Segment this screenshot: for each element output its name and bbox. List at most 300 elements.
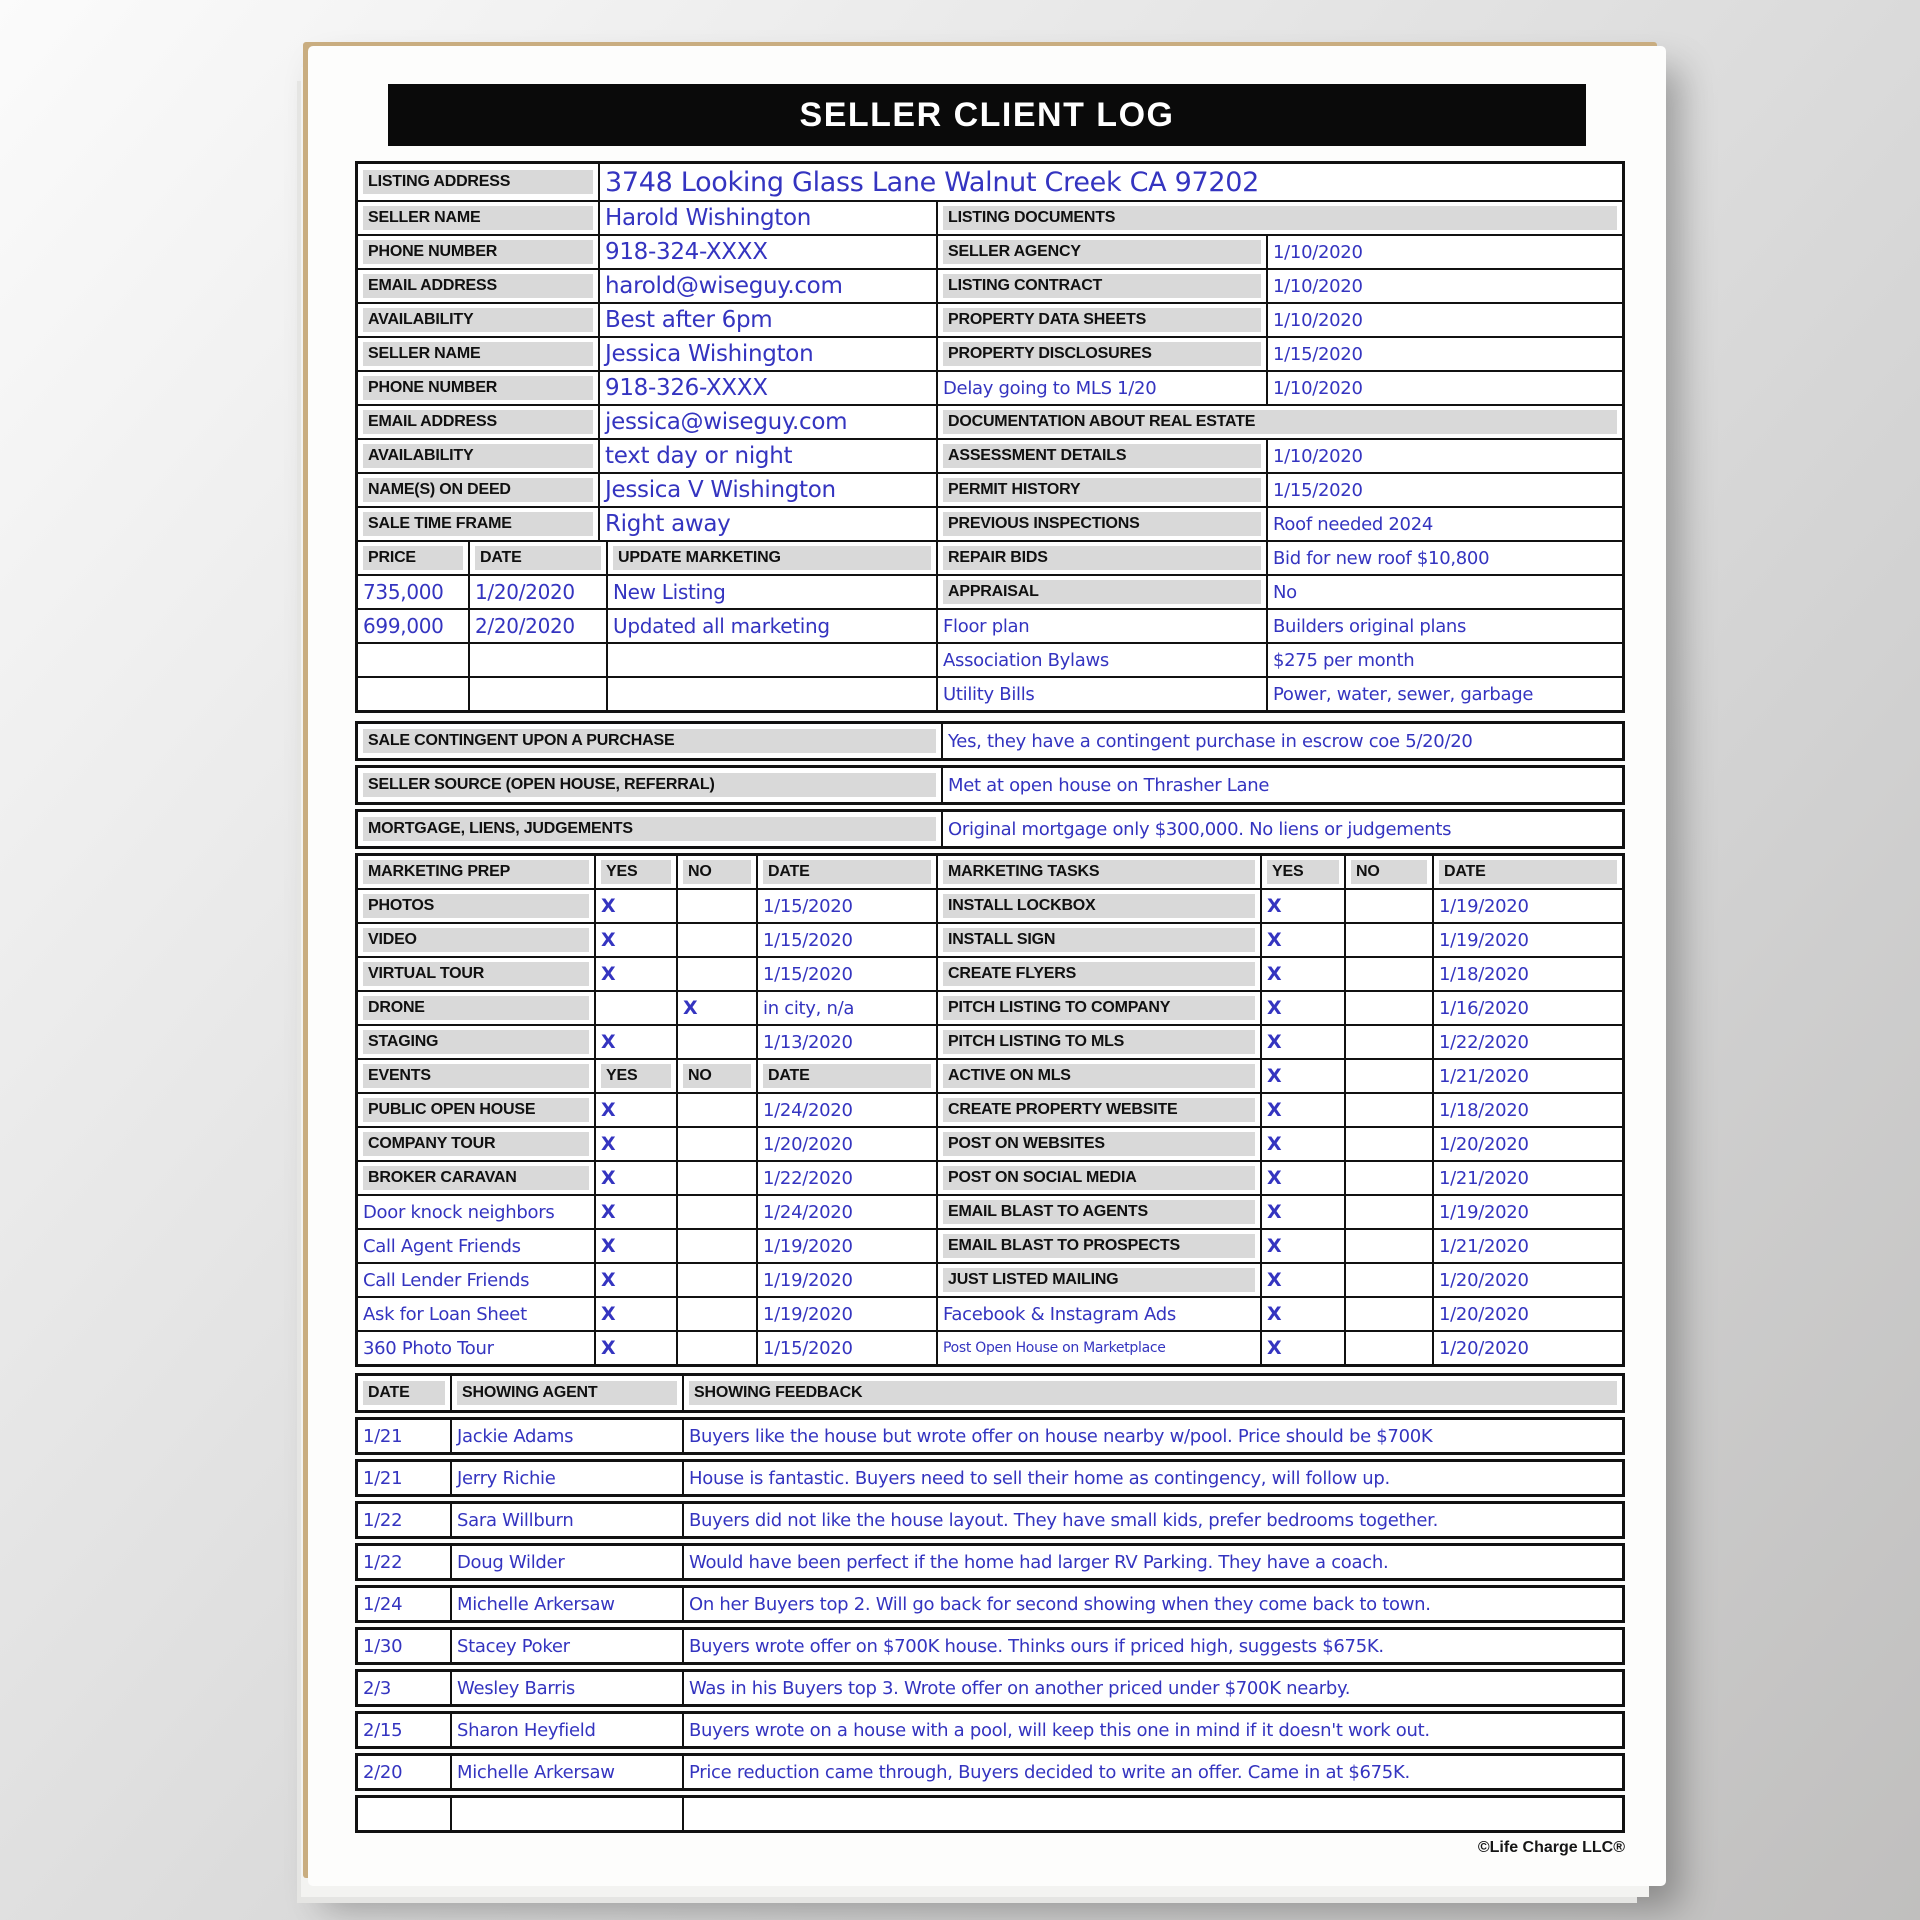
showing-feedback: Buyers wrote on a house with a pool, will keep this one in mind if it doesn't work out.	[689, 1719, 1430, 1741]
field-label-cell	[358, 372, 598, 404]
doc-value-cell	[1268, 338, 1622, 370]
task-date-cell	[758, 1128, 936, 1160]
marketing-update: Updated all marketing	[613, 614, 830, 638]
field-value-cell	[600, 474, 936, 506]
task-label-cell	[938, 1196, 1260, 1228]
yes-mark-cell	[1262, 1332, 1344, 1364]
task-label-cell	[358, 890, 594, 922]
summary-value: Original mortgage only $300,000. No liens or judgements	[948, 818, 1452, 840]
task-date: 1/22/2020	[763, 1167, 853, 1189]
yes-mark-cell	[1262, 890, 1344, 922]
task-date: 1/16/2020	[1439, 997, 1529, 1019]
field-value-cell	[600, 372, 936, 404]
price-date-cell	[470, 576, 606, 608]
client-info-section	[355, 161, 1625, 713]
col-header: DATE	[1439, 860, 1617, 884]
no-mark-cell	[678, 890, 756, 922]
task-label-cell	[358, 1026, 594, 1058]
yes-mark-cell	[1262, 1298, 1344, 1330]
doc-note-label: Association Bylaws	[943, 649, 1109, 671]
col-header-cell	[684, 1376, 1622, 1410]
price-col-header-cell	[358, 542, 468, 574]
yes-mark: X	[601, 1269, 616, 1291]
doc-value: 1/15/2020	[1273, 479, 1363, 501]
summary-value-cell	[943, 724, 1622, 758]
showing-agent-cell	[452, 1756, 682, 1788]
yes-mark: X	[601, 1303, 616, 1325]
field-label-cell	[358, 304, 598, 336]
summary-value-cell	[943, 812, 1622, 846]
task-label: Call Lender Friends	[363, 1269, 530, 1291]
showing-agent-cell	[452, 1798, 682, 1830]
col-header: YES	[601, 1064, 671, 1088]
summary-value: Yes, they have a contingent purchase in escrow coe 5/20/20	[948, 730, 1473, 752]
doc-value-cell	[1268, 440, 1622, 472]
doc-value: 1/10/2020	[1273, 275, 1363, 297]
contact-grid	[358, 202, 936, 540]
col-header-cell	[358, 1060, 594, 1092]
copyright-text: ©Life Charge LLC®	[1477, 1839, 1625, 1856]
yes-mark: X	[1267, 997, 1282, 1019]
task-label-cell	[358, 1264, 594, 1296]
marketing-update-cell	[608, 610, 936, 642]
showing-row	[355, 1795, 1625, 1833]
yes-mark: X	[601, 895, 616, 917]
task-label: Facebook & Instagram Ads	[943, 1303, 1176, 1325]
yes-mark: X	[601, 1235, 616, 1257]
field-label-cell	[358, 270, 598, 302]
col-header-cell	[758, 856, 936, 888]
showing-agent: Doug Wilder	[457, 1551, 565, 1573]
field-value: 918-324-XXXX	[605, 239, 768, 265]
price-value-cell	[358, 644, 468, 676]
col-header: DATE	[363, 1381, 445, 1405]
yes-mark-cell	[596, 924, 676, 956]
doc-note-label: Utility Bills	[943, 683, 1035, 705]
field-value-cell	[600, 508, 936, 540]
task-date-cell	[1434, 1026, 1622, 1058]
task-date: 1/24/2020	[763, 1099, 853, 1121]
task-date-cell	[1434, 1094, 1622, 1126]
task-date-cell	[758, 1230, 936, 1262]
doc-label-cell	[938, 576, 1266, 608]
doc-value: Builders original plans	[1273, 615, 1467, 637]
task-label: BROKER CARAVAN	[363, 1166, 589, 1190]
task-label: INSTALL LOCKBOX	[943, 894, 1255, 918]
yes-mark-cell	[1262, 1060, 1344, 1092]
task-date-cell	[758, 992, 936, 1024]
col-header: YES	[601, 860, 671, 884]
col-header: NO	[683, 860, 751, 884]
doc-note-label-cell	[938, 678, 1266, 710]
task-label-cell	[358, 958, 594, 990]
field-label-cell	[358, 406, 598, 438]
no-mark-cell	[678, 1196, 756, 1228]
info-columns	[358, 202, 1622, 710]
col-header-cell	[678, 856, 756, 888]
doc-section-header-cell	[938, 406, 1622, 438]
col-header-cell	[758, 1060, 936, 1092]
showing-date: 1/21	[363, 1425, 403, 1447]
showing-agent: Michelle Arkersaw	[457, 1761, 615, 1783]
col-header: SHOWING AGENT	[457, 1381, 677, 1405]
showing-row	[355, 1459, 1625, 1497]
doc-note-label: Floor plan	[943, 615, 1030, 637]
doc-note-label-cell	[938, 372, 1266, 404]
doc-label: SELLER AGENCY	[943, 240, 1261, 264]
doc-value-cell	[1268, 508, 1622, 540]
yes-mark: X	[1267, 929, 1282, 951]
task-date: 1/20/2020	[1439, 1269, 1529, 1291]
task-date: 1/18/2020	[1439, 1099, 1529, 1121]
price-date: 1/20/2020	[475, 580, 575, 604]
task-label: Door knock neighbors	[363, 1201, 555, 1223]
no-mark-cell	[1346, 1060, 1432, 1092]
task-label: PHOTOS	[363, 894, 589, 918]
yes-mark-cell	[596, 1026, 676, 1058]
doc-label: REPAIR BIDS	[943, 546, 1261, 570]
doc-label-cell	[938, 474, 1266, 506]
showing-date-cell	[358, 1546, 450, 1578]
showing-feedback: Price reduction came through, Buyers decided to write an offer. Came in at $675K.	[689, 1761, 1410, 1783]
col-header-cell	[1434, 856, 1622, 888]
listing-address-value: 3748 Looking Glass Lane Walnut Creek CA 97202	[605, 166, 1259, 198]
task-date: 1/19/2020	[1439, 895, 1529, 917]
field-value-cell	[600, 270, 936, 302]
yes-mark-cell	[596, 1162, 676, 1194]
task-label-cell	[938, 1128, 1260, 1160]
field-label: NAME(S) ON DEED	[363, 478, 593, 502]
no-mark-cell	[1346, 1094, 1432, 1126]
task-date: 1/20/2020	[763, 1133, 853, 1155]
showing-row	[355, 1627, 1625, 1665]
field-label-cell	[358, 236, 598, 268]
yes-mark-cell	[596, 1094, 676, 1126]
task-label-cell	[358, 1128, 594, 1160]
task-label: DRONE	[363, 996, 589, 1020]
task-label-cell	[358, 1298, 594, 1330]
yes-mark: X	[601, 1099, 616, 1121]
showing-feedback-cell	[684, 1672, 1622, 1704]
no-mark-cell	[678, 1264, 756, 1296]
showing-agent: Michelle Arkersaw	[457, 1593, 615, 1615]
events-grid	[358, 1060, 936, 1364]
field-label: PHONE NUMBER	[363, 240, 593, 264]
yes-mark: X	[1267, 895, 1282, 917]
yes-mark-cell	[596, 1264, 676, 1296]
price-date-cell	[470, 610, 606, 642]
field-value: Right away	[605, 511, 731, 537]
marketing-update-cell	[608, 678, 936, 710]
doc-label: APPRAISAL	[943, 580, 1261, 604]
marketing-tasks-grid	[938, 856, 1622, 1364]
showing-feedback-cell	[684, 1420, 1622, 1452]
summary-label: SALE CONTINGENT UPON A PURCHASE	[363, 729, 936, 753]
task-date-cell	[758, 1264, 936, 1296]
yes-mark-cell	[1262, 1026, 1344, 1058]
task-label-cell	[938, 1094, 1260, 1126]
field-value-cell	[600, 440, 936, 472]
task-date: 1/21/2020	[1439, 1167, 1529, 1189]
no-mark-cell	[678, 1094, 756, 1126]
task-label-cell	[358, 1332, 594, 1364]
task-date: 1/19/2020	[1439, 1201, 1529, 1223]
field-value: Harold Wishington	[605, 205, 812, 231]
col-header-cell	[938, 856, 1260, 888]
task-label-cell	[938, 1298, 1260, 1330]
showing-feedback-cell	[684, 1798, 1622, 1830]
task-label: CREATE FLYERS	[943, 962, 1255, 986]
doc-label-cell	[938, 236, 1266, 268]
field-label-cell	[358, 474, 598, 506]
task-date: 1/19/2020	[1439, 929, 1529, 951]
marketing-section	[355, 853, 1625, 1367]
summary-label: SELLER SOURCE (OPEN HOUSE, REFERRAL)	[363, 773, 936, 797]
summary-row	[355, 765, 1625, 805]
showing-feedback-cell	[684, 1588, 1622, 1620]
task-label: EMAIL BLAST TO PROSPECTS	[943, 1234, 1255, 1258]
doc-value: No	[1273, 581, 1297, 603]
doc-value-cell	[1268, 270, 1622, 302]
yes-mark: X	[601, 1201, 616, 1223]
doc-value: $275 per month	[1273, 649, 1415, 671]
field-value-cell	[600, 202, 936, 234]
yes-mark-cell	[1262, 1230, 1344, 1262]
price-value: 735,000	[363, 580, 444, 604]
title-bar	[388, 84, 1586, 146]
yes-mark: X	[601, 1337, 616, 1359]
showing-feedback-cell	[684, 1756, 1622, 1788]
field-value: Best after 6pm	[605, 307, 773, 333]
task-label: PITCH LISTING TO COMPANY	[943, 996, 1255, 1020]
doc-label-cell	[938, 542, 1266, 574]
field-label-cell	[358, 508, 598, 540]
showing-agent-cell	[452, 1462, 682, 1494]
showing-feedback: On her Buyers top 2. Will go back for second showing when they come back to town.	[689, 1593, 1431, 1615]
showing-feedback: Would have been perfect if the home had larger RV Parking. They have a coach.	[689, 1551, 1389, 1573]
showing-agent: Sara Willburn	[457, 1509, 574, 1531]
listing-address-label-cell	[358, 164, 598, 200]
task-date-cell	[758, 1162, 936, 1194]
task-label-cell	[358, 1162, 594, 1194]
task-label-cell	[938, 1060, 1260, 1092]
col-header: SHOWING FEEDBACK	[689, 1381, 1617, 1405]
doc-value: 1/10/2020	[1273, 241, 1363, 263]
price-value-cell	[358, 610, 468, 642]
yes-mark-cell	[596, 1332, 676, 1364]
showing-row	[355, 1543, 1625, 1581]
doc-value-cell	[1268, 542, 1622, 574]
yes-mark-cell	[596, 1196, 676, 1228]
task-label: VIDEO	[363, 928, 589, 952]
yes-mark: X	[601, 1031, 616, 1053]
doc-value-cell	[1268, 304, 1622, 336]
doc-label: PERMIT HISTORY	[943, 478, 1261, 502]
task-label: PUBLIC OPEN HOUSE	[363, 1098, 589, 1122]
no-mark-cell	[678, 1128, 756, 1160]
yes-mark: X	[601, 1167, 616, 1189]
showing-agent-cell	[452, 1588, 682, 1620]
task-date: 1/20/2020	[1439, 1133, 1529, 1155]
no-mark-cell	[1346, 1332, 1432, 1364]
showing-agent: Sharon Heyfield	[457, 1719, 596, 1741]
doc-label-cell	[938, 440, 1266, 472]
field-value: 918-326-XXXX	[605, 375, 768, 401]
field-label: EMAIL ADDRESS	[363, 410, 593, 434]
price-date-cell	[470, 644, 606, 676]
field-value: Jessica Wishington	[605, 341, 814, 367]
task-date-cell	[1434, 1060, 1622, 1092]
task-label: Post Open House on Marketplace	[943, 1340, 1166, 1356]
yes-mark: X	[1267, 1065, 1282, 1087]
no-mark-cell	[678, 1298, 756, 1330]
marketing-columns	[358, 856, 1622, 1364]
doc-value-cell	[1268, 576, 1622, 608]
doc-value-cell	[1268, 644, 1622, 676]
task-date: 1/20/2020	[1439, 1303, 1529, 1325]
col-header-cell	[358, 1376, 450, 1410]
no-mark-cell	[1346, 1026, 1432, 1058]
showing-date: 1/24	[363, 1593, 403, 1615]
col-header-cell	[596, 1060, 676, 1092]
task-date-cell	[1434, 890, 1622, 922]
task-label: STAGING	[363, 1030, 589, 1054]
showing-date: 1/21	[363, 1467, 403, 1489]
col-header: YES	[1267, 860, 1339, 884]
no-mark-cell	[678, 1026, 756, 1058]
task-date: 1/19/2020	[763, 1235, 853, 1257]
field-value-cell	[600, 236, 936, 268]
showing-row	[355, 1417, 1625, 1455]
field-value-cell	[600, 338, 936, 370]
yes-mark-cell	[596, 992, 676, 1024]
col-header: DATE	[763, 860, 931, 884]
task-label: VIRTUAL TOUR	[363, 962, 589, 986]
showing-agent-cell	[452, 1630, 682, 1662]
task-date-cell	[1434, 1264, 1622, 1296]
showing-agent-cell	[452, 1672, 682, 1704]
task-date-cell	[1434, 1128, 1622, 1160]
doc-label-cell	[938, 270, 1266, 302]
doc-section-header-cell	[938, 202, 1622, 234]
task-date: in city, n/a	[763, 997, 855, 1019]
showing-agent-cell	[452, 1546, 682, 1578]
doc-label: PROPERTY DATA SHEETS	[943, 308, 1261, 332]
yes-mark-cell	[1262, 1128, 1344, 1160]
showing-feedback-cell	[684, 1630, 1622, 1662]
task-label: POST ON SOCIAL MEDIA	[943, 1166, 1255, 1190]
task-label: EMAIL BLAST TO AGENTS	[943, 1200, 1255, 1224]
showing-date-cell	[358, 1420, 450, 1452]
no-mark-cell	[1346, 1264, 1432, 1296]
task-label: ACTIVE ON MLS	[943, 1064, 1255, 1088]
task-date-cell	[758, 890, 936, 922]
no-mark-cell	[1346, 1128, 1432, 1160]
price-col-header-cell	[608, 542, 936, 574]
task-date: 1/18/2020	[1439, 963, 1529, 985]
task-label-cell	[358, 924, 594, 956]
no-mark-cell	[1346, 958, 1432, 990]
task-label: PITCH LISTING TO MLS	[943, 1030, 1255, 1054]
doc-value: 1/15/2020	[1273, 343, 1363, 365]
doc-value-cell	[1268, 678, 1622, 710]
showing-date: 1/30	[363, 1635, 403, 1657]
doc-label-cell	[938, 508, 1266, 540]
task-date-cell	[1434, 1162, 1622, 1194]
doc-value: Power, water, sewer, garbage	[1273, 683, 1534, 705]
field-value: harold@wiseguy.com	[605, 273, 843, 299]
showing-date-cell	[358, 1672, 450, 1704]
no-mark-cell	[678, 924, 756, 956]
doc-label: LISTING CONTRACT	[943, 274, 1261, 298]
showing-date-cell	[358, 1714, 450, 1746]
doc-label: PREVIOUS INSPECTIONS	[943, 512, 1261, 536]
task-label-cell	[358, 1094, 594, 1126]
showing-feedback-cell	[684, 1504, 1622, 1536]
col-header: NO	[683, 1064, 751, 1088]
doc-label-cell	[938, 338, 1266, 370]
field-value: Jessica V Wishington	[605, 477, 836, 503]
showing-agent-cell	[452, 1714, 682, 1746]
task-label: Ask for Loan Sheet	[363, 1303, 527, 1325]
price-date: 2/20/2020	[475, 614, 575, 638]
task-date: 1/13/2020	[763, 1031, 853, 1053]
col-header: MARKETING TASKS	[943, 860, 1255, 884]
doc-value-cell	[1268, 610, 1622, 642]
doc-value: Bid for new roof $10,800	[1273, 547, 1490, 569]
showing-date-cell	[358, 1630, 450, 1662]
doc-value: 1/10/2020	[1273, 309, 1363, 331]
task-label: Call Agent Friends	[363, 1235, 521, 1257]
showing-date: 2/20	[363, 1761, 403, 1783]
task-date: 1/22/2020	[1439, 1031, 1529, 1053]
task-date-cell	[758, 1026, 936, 1058]
price-col-header: PRICE	[363, 546, 463, 570]
task-date-cell	[1434, 992, 1622, 1024]
listing-address-value-cell	[600, 164, 1622, 200]
listing-address-row	[358, 164, 1622, 200]
yes-mark: X	[1267, 1303, 1282, 1325]
showing-feedback: Buyers did not like the house layout. They have small kids, prefer bedrooms together.	[689, 1509, 1438, 1531]
showing-row	[355, 1753, 1625, 1791]
showings-header-row	[355, 1373, 1625, 1413]
yes-mark: X	[1267, 1133, 1282, 1155]
yes-mark: X	[1267, 1269, 1282, 1291]
showing-feedback-cell	[684, 1546, 1622, 1578]
task-date-cell	[758, 1094, 936, 1126]
listing-address-label: LISTING ADDRESS	[363, 170, 593, 194]
doc-value: 1/10/2020	[1273, 445, 1363, 467]
task-date: 1/21/2020	[1439, 1235, 1529, 1257]
showing-date-cell	[358, 1756, 450, 1788]
yes-mark-cell	[596, 958, 676, 990]
yes-mark-cell	[596, 1230, 676, 1262]
task-label-cell	[358, 1196, 594, 1228]
marketing-update-cell	[608, 576, 936, 608]
col-header-cell	[678, 1060, 756, 1092]
showing-agent-cell	[452, 1420, 682, 1452]
yes-mark-cell	[596, 1298, 676, 1330]
summary-rows-section	[355, 721, 1625, 849]
summary-label-cell	[358, 768, 941, 802]
showing-date-cell	[358, 1588, 450, 1620]
yes-mark-cell	[1262, 1264, 1344, 1296]
task-date-cell	[1434, 924, 1622, 956]
task-date-cell	[758, 1332, 936, 1364]
field-label: AVAILABILITY	[363, 308, 593, 332]
task-date: 1/15/2020	[763, 929, 853, 951]
yes-mark-cell	[1262, 958, 1344, 990]
